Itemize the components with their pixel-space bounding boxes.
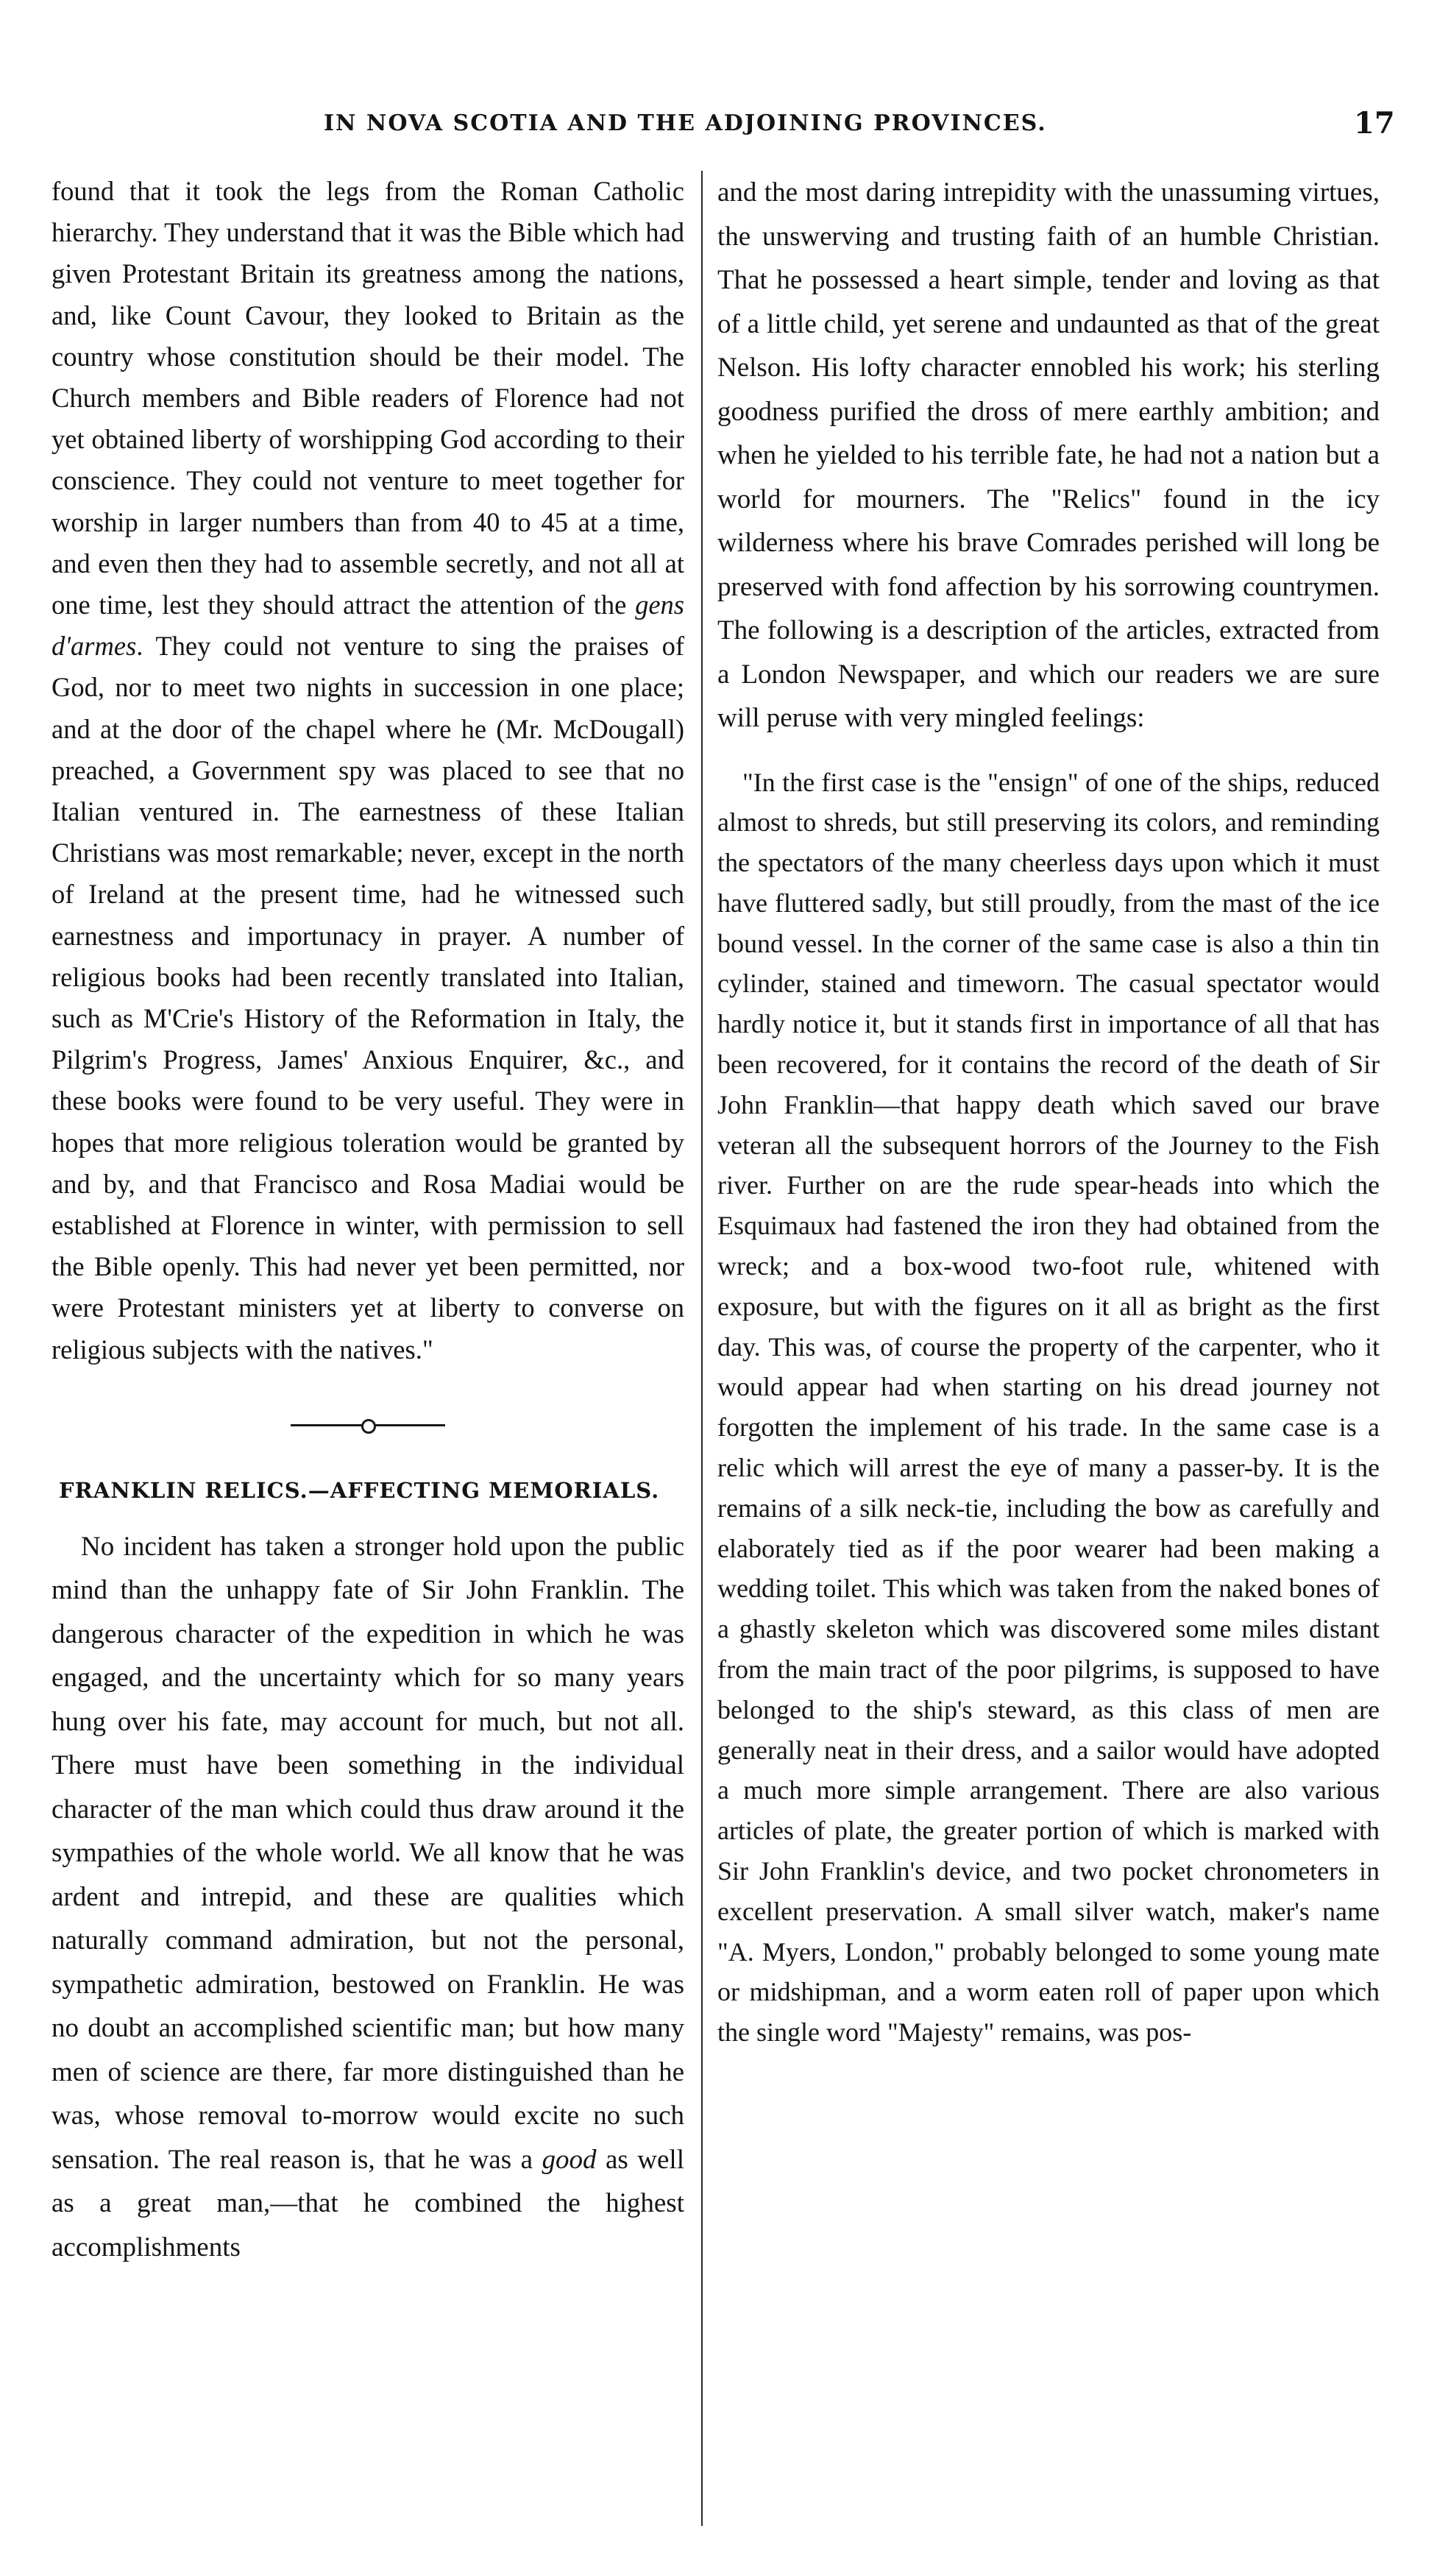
section-divider [291,1418,445,1432]
column-rule [701,171,703,2526]
newspaper-quote: "In the first case is the "ensign" of one of the ships, reduced almost to shreds, but still preserving its colors, and reminding the spectators of the many cheerless days upon which it must have fluttered sadly, but still proudly, from the mast of the ice bound vessel. In the corner of the same case is also a thin tin cylinder, stained and timeworn. The casual spectator would hardly notice it, but it stands first in importance of all that has been recovered, for it contains the record of the death of Sir John Franklin—that happy death which saved our brave veteran all the subsequent horrors of the Journey to the Fish river. Further on are the rude spear-heads into which the Esquimaux had fastened the iron they had obtained from the wreck; and a box-wood two-foot rule, whitened with exposure, but with the figures on it all as bright as the first day. This was, of course the property of the carpenter, who it would appear had when starting on his dread journey not forgotten the implement of his trade. In the same case is a relic which will arrest the eye of many a passer-by. It is the remains of a silk neck-tie, including the bow as carefully and elaborately tied as if the poor wearer had been making a wedding toilet. This which was taken from the naked bones of a ghastly skeleton which was discovered some miles distant from the main tract of the poor pilgrims, is supposed to have belonged to the ship's steward, as this class of men are generally neat in their dress, and a sailor would have adopted a much more simple arrangement. There are also various articles of plate, the greater portion of which is marked with Sir John Franklin's device, and two pocket chronometers in excellent preservation. A small silver watch, maker's name "A. Myers, London," probably belonged to some young mate or midshipman, and a worm eaten roll of paper upon which the single word "Majesty" remains, was pos- [717,767,1380,2048]
continued-text-part-2: . They could not venture to sing the praises of God, nor to meet two nights in succession in one place; and at the door of the chapel where he (Mr. McDougall) preached, a Government spy was placed to see that no Italian ventured in. The earnestness of these Italian Christians was most remarkable; never, except in the north of Ireland at the present time, had he witnessed such earnestness and importunacy in prayer. A number of religious books had been recently translated into Italian, such as M'Crie's History of the Reformation in Italy, the Pilgrim's Progress, James' Anxious Enquirer, &c., and these books were found to be very useful. They were in hopes that more religious toleration would be granted by and by, and that Francisco and Rosa Madiai would be established at Florence in winter, with permission to sell the Bible openly. This had never yet been permitted, nor were Protestant ministers yet at liberty to converse on religious subjects with the natives." [52,631,684,1365]
article-text-part-1: No incident has taken a stronger hold upon the public mind than the unhappy fate of Sir John Franklin. The dangerous character of the expedition in which he was engaged, and the uncertainty which for so many years hung over his fate, may account for much, but not all. There must have been something in the individual character of the man which could thus draw around it the sympathies of the whole world. We all know that he was ardent and intrepid, and these are qualities which naturally command admiration, but not the personal, sympathetic admiration, bestowed on Franklin. He was no doubt an accomplished scientific man; but how many men of science are there, far more distinguished than he was, whose removal to-morrow would excite no such sensation. The real reason is, that he was a [52,1531,684,2175]
page-number: 17 [1354,106,1395,141]
article-text-part-2: as well as a great man,—that he combined the highest accomplishments [52,2144,684,2262]
article-continuation: and the most daring intrepidity with the unassuming virtues, the unswerving and trusting faith of an humble Christian. That he possessed a heart simple, tender and loving as that of a little child, yet serene and undaunted as that of the great Nelson. His lofty character ennobled his work; his sterling goodness purified the dross of mere earthly ambition; and when he yielded to his terrible fate, he had not a nation but a world for mourners. The "Relics" found in the icy wilderness where his brave Comrades perished will long be preserved with fond affection by his sorrowing countrymen. The following is a description of the articles, extracted from a London Newspaper, and which our readers we are sure will peruse with very mingled feelings: [717,177,1380,733]
left-column [52,171,684,2548]
page-header [0,106,1437,155]
running-head: IN NOVA SCOTIA AND THE ADJOINING PROVINCES. [324,110,1047,136]
right-column [717,171,1380,2548]
italic-phrase: gens d'armes [52,590,684,662]
section-title: FRANKLIN RELICS.—AFFECTING MEMORIALS. [59,1477,660,1503]
continued-text-part-1: found that it took the legs from the Roman Catholic hierarchy. They understand that it was the Bible which had given Protestant Britain its greatness among the nations, and, like Count Cavour, they looked to Britain as the country whose constitution should be their model. The Church members and Bible readers of Florence had not yet obtained liberty of worshipping God according to their conscience. They could not venture to meet together for worship in larger numbers than from 40 to 45 at a time, and even then they had to assemble secretly, and not all at one time, lest they should attract the attention of the [52,176,684,620]
continued-paragraph [52,171,684,1370]
italic-word: good [542,2144,597,2175]
article-paragraph [52,1525,684,2270]
divider-ornament-icon [361,1419,376,1434]
